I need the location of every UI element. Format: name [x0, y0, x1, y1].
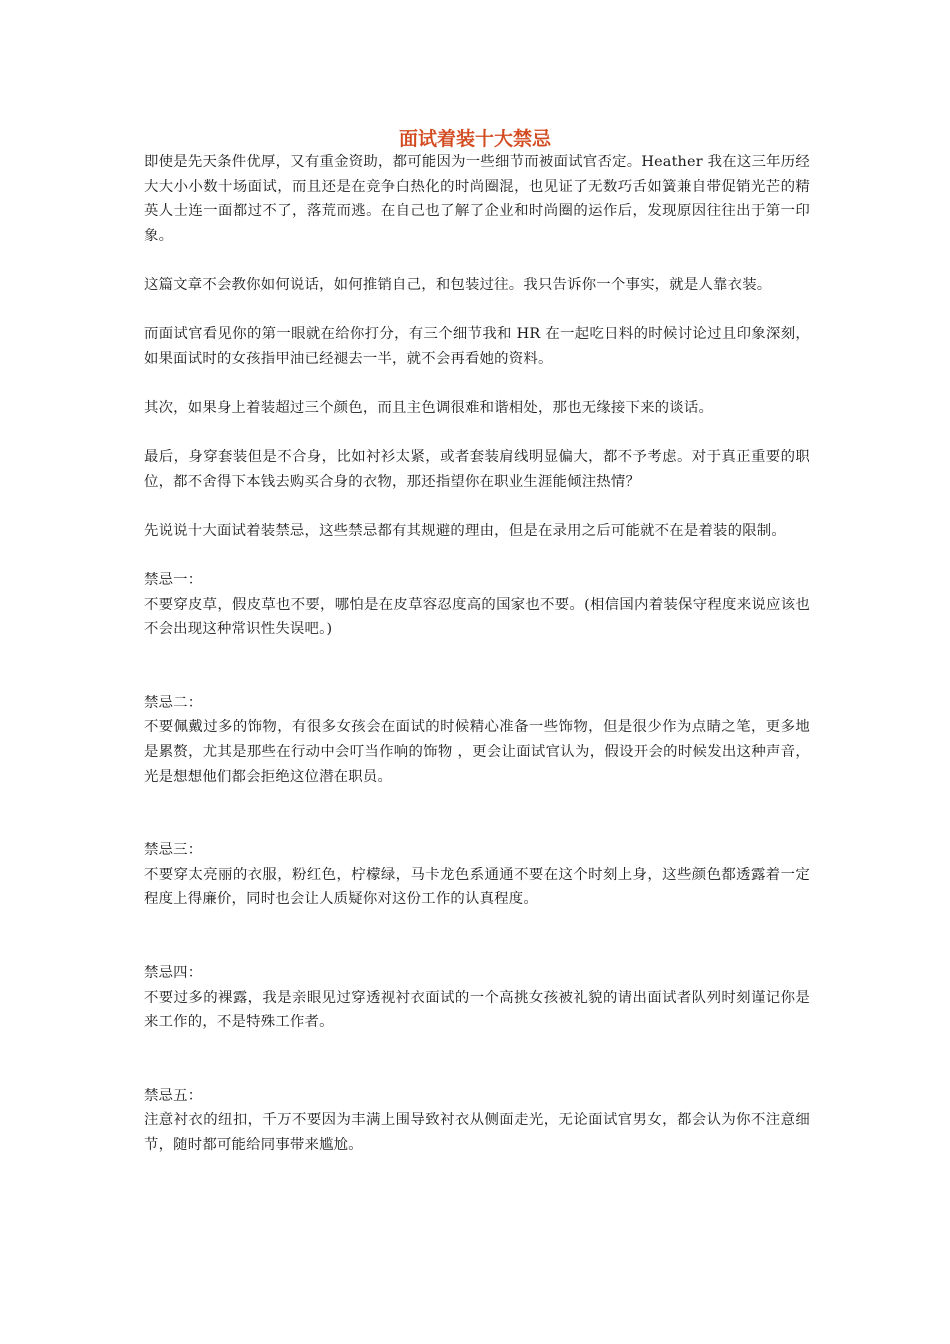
paragraph-spacer — [144, 371, 810, 396]
section-spacer — [144, 789, 810, 838]
section-spacer — [144, 642, 810, 691]
taboo-heading: 禁忌一： — [144, 572, 203, 589]
paragraph-spacer — [144, 494, 810, 519]
taboo-text: 不要穿皮草，假皮草也不要，哪怕是在皮草容忍度高的国家也不要。(相信国内着装保守程度来说应该也不会出现这种常识性失误吧。) — [144, 596, 810, 638]
paragraph-spacer — [144, 421, 810, 446]
paragraph-spacer — [144, 298, 810, 323]
taboo-heading: 禁忌三： — [144, 842, 203, 859]
paragraph-third-detail: 最后，身穿套装但是不合身，比如衬衫太紧，或者套装肩线明显偏大，都不予考虑。对于真正重要的职位，都不舍得下本钱去购买合身的衣物，那还指望你在职业生涯能倾注热情？ — [144, 449, 810, 490]
taboo-text: 不要过多的裸露，我是亲眼见过穿透视衬衣面试的一个高挑女孩被礼貌的请出面试者队列时刻谨记你是来工作的，不是特殊工作者。 — [144, 989, 810, 1031]
document-title: 面试着装十大禁忌 — [398, 128, 551, 150]
paragraph-second-detail: 其次，如果身上着装超过三个颜色，而且主色调很难和谐相处，那也无缘接下来的谈话。 — [144, 399, 714, 416]
paragraph-appearance: 这篇文章不会教你如何说话，如何推销自己，和包装过往。我只告诉你一个事实，就是人靠衣装。 — [144, 276, 772, 293]
intro-paragraph: 即使是先天条件优厚，又有重金资助，都可能因为一些细节而被面试官否定。Heather 我在这三年历经大大小小数十场面试，而且还是在竞争白热化的时尚圈混，也见证了无数巧舌如簧兼自带促销光芒的精英人士连一面都过不了，落荒而逃。在自己也了解了企业和时尚圈的运作后，发现原因往往出于第一印象。 — [144, 154, 810, 244]
section-spacer — [144, 1035, 810, 1084]
document-body — [144, 150, 810, 1158]
taboo-heading: 禁忌二： — [144, 694, 203, 711]
taboo-heading: 禁忌四： — [144, 965, 203, 982]
paragraph-taboo-intro: 先说说十大面试着装禁忌，这些禁忌都有其规避的理由，但是在录用之后可能就不在是着装的限制。 — [144, 522, 786, 539]
section-spacer — [144, 912, 810, 961]
paragraph-spacer — [144, 248, 810, 273]
paragraph-spacer — [144, 544, 810, 569]
taboo-text: 不要佩戴过多的饰物，有很多女孩会在面试的时候精心准备一些饰物，但是很少作为点睛之笔，更多地是累赘，尤其是那些在行动中会叮当作响的饰物 ，更会让面试官认为，假设开会的时候发出这种声音，光是想想他们都会拒绝这位潜在职员。 — [144, 719, 810, 785]
taboo-text: 注意衬衣的纽扣，千万不要因为丰满上围导致衬衣从侧面走光，无论面试官男女，都会认为你不注意细节，随时都可能给同事带来尴尬。 — [144, 1112, 810, 1153]
paragraph-first-detail: 而面试官看见你的第一眼就在给你打分，有三个细节我和 HR 在一起吃日料的时候讨论过且印象深刻，如果面试时的女孩指甲油已经褪去一半，就不会再看她的资料。 — [144, 326, 810, 367]
taboo-heading: 禁忌五： — [144, 1087, 203, 1104]
taboo-text: 不要穿太亮丽的衣服，粉红色，柠檬绿，马卡龙色系通通不要在这个时刻上身，这些颜色都透露着一定程度上得廉价，同时也会让人质疑你对这份工作的认真程度。 — [144, 866, 810, 908]
